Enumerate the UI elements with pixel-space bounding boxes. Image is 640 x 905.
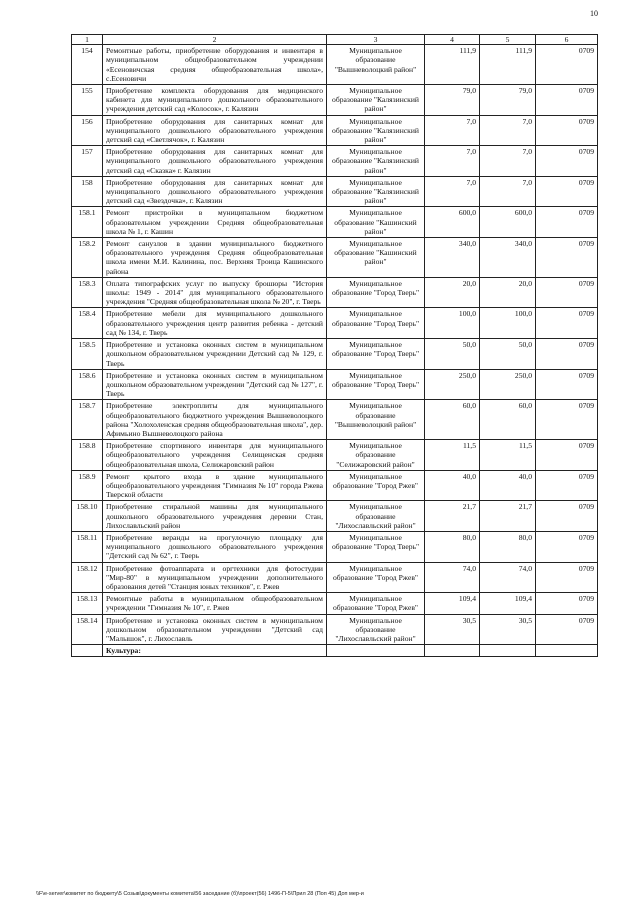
row-amount-col5: 79,0: [480, 85, 536, 116]
row-description: Приобретение и установка оконных систем в муниципальном дошкольном образовательном учреждении Детский сад № 129, г. Тверь: [103, 339, 327, 370]
row-number: 158.10: [72, 501, 103, 532]
table-row: [72, 176, 598, 207]
row-recipient: Муниципальное образование "Лихославльский район": [327, 501, 425, 532]
table-row: [72, 45, 598, 85]
row-number: 158.4: [72, 308, 103, 339]
row-number: 158.1: [72, 207, 103, 238]
table-row: [72, 238, 598, 278]
table-row: [72, 440, 598, 471]
row-amount-col4: 74,0: [425, 562, 480, 593]
table-row: [72, 339, 598, 370]
row-amount-col4: 21,7: [425, 501, 480, 532]
section-row: [72, 645, 598, 657]
row-amount-col4: 600,0: [425, 207, 480, 238]
section-empty-cell: [480, 645, 536, 657]
row-recipient: Муниципальное образование "Вышневолоцкий район": [327, 45, 425, 85]
row-recipient: Муниципальное образование "Город Тверь": [327, 369, 425, 400]
row-budget-code: 0709: [536, 277, 598, 308]
row-number: 154: [72, 45, 103, 85]
row-amount-col5: 111,9: [480, 45, 536, 85]
row-amount-col4: 50,0: [425, 339, 480, 370]
row-description: Ремонтные работы в муниципальном общеобразовательном учреждении "Гимназия № 10", г. Ржев: [103, 593, 327, 614]
row-amount-col4: 250,0: [425, 369, 480, 400]
row-number: 157: [72, 146, 103, 177]
row-description: Приобретение спортивного инвентаря для муниципального общеобразовательного учреждения Селищенская средняя общеобразовательная школа, Селижаровский район: [103, 440, 327, 471]
row-budget-code: 0709: [536, 531, 598, 562]
row-number: 158.12: [72, 562, 103, 593]
table-row: [72, 85, 598, 116]
section-empty-cell: [425, 645, 480, 657]
row-recipient: Муниципальное образование "Кашинский район": [327, 238, 425, 278]
header-col-4: 4: [425, 35, 480, 45]
row-description: Приобретение оборудования для санитарных комнат для муниципального дошкольного образовательного учреждения детский сад «Сказка» г. Калязин: [103, 146, 327, 177]
row-amount-col5: 11,5: [480, 440, 536, 471]
budget-table: [71, 34, 598, 657]
row-description: Приобретение оборудования для санитарных комнат для муниципального дошкольного образовательного учреждения детский сад «Светлячок», г. Калязин: [103, 115, 327, 146]
row-recipient: Муниципальное образование "Калязинский район": [327, 115, 425, 146]
row-recipient: Муниципальное образование "Вышневолоцкий район": [327, 400, 425, 440]
table-row: [72, 470, 598, 501]
row-recipient: Муниципальное образование "Селижаровский район": [327, 440, 425, 471]
row-amount-col4: 80,0: [425, 531, 480, 562]
row-amount-col5: 250,0: [480, 369, 536, 400]
row-budget-code: 0709: [536, 146, 598, 177]
row-amount-col5: 100,0: [480, 308, 536, 339]
row-recipient: Муниципальное образование "Калязинский район": [327, 85, 425, 116]
row-amount-col4: 20,0: [425, 277, 480, 308]
table-row: [72, 400, 598, 440]
row-description: Приобретение электроплиты для муниципального общеобразовательного бюджетного учреждения Вышневолоцкого района "Холохоленская средняя общеобразовательная школа", дер. Афимьино Вышневолоцкого района: [103, 400, 327, 440]
row-description: Приобретение и установка оконных систем в муниципальном дошкольном образовательном учреждении "Детский сад № 127", г. Тверь: [103, 369, 327, 400]
row-budget-code: 0709: [536, 207, 598, 238]
row-budget-code: 0709: [536, 440, 598, 471]
row-amount-col4: 60,0: [425, 400, 480, 440]
row-amount-col5: 30,5: [480, 614, 536, 645]
row-budget-code: 0709: [536, 470, 598, 501]
row-budget-code: 0709: [536, 176, 598, 207]
table-row: [72, 146, 598, 177]
row-number: 158.2: [72, 238, 103, 278]
row-description: Приобретение и установка оконных систем в муниципальном дошкольном образовательном учреждении "Детский сад "Малышок", г. Лихославль: [103, 614, 327, 645]
row-description: Ремонт пристройки в муниципальном бюджетном образовательном учреждении Средняя общеобразовательная школа № 1, г. Кашин: [103, 207, 327, 238]
table-row: [72, 115, 598, 146]
row-description: Приобретение стиральной машины для муниципального дошкольного образовательного учреждения деревни Стан, Лихославльский район: [103, 501, 327, 532]
table-row: [72, 501, 598, 532]
row-number: 158.6: [72, 369, 103, 400]
row-budget-code: 0709: [536, 593, 598, 614]
row-budget-code: 0709: [536, 339, 598, 370]
section-label: Культура:: [103, 645, 327, 657]
row-amount-col5: 21,7: [480, 501, 536, 532]
table-body: [72, 45, 598, 657]
row-amount-col4: 100,0: [425, 308, 480, 339]
row-amount-col4: 109,4: [425, 593, 480, 614]
row-amount-col5: 600,0: [480, 207, 536, 238]
row-amount-col4: 111,9: [425, 45, 480, 85]
row-amount-col5: 20,0: [480, 277, 536, 308]
row-recipient: Муниципальное образование "Город Ржев": [327, 470, 425, 501]
row-budget-code: 0709: [536, 369, 598, 400]
row-amount-col4: 30,5: [425, 614, 480, 645]
row-budget-code: 0709: [536, 85, 598, 116]
row-amount-col4: 7,0: [425, 146, 480, 177]
row-amount-col5: 80,0: [480, 531, 536, 562]
row-recipient: Муниципальное образование "Калязинский район": [327, 146, 425, 177]
row-amount-col5: 7,0: [480, 146, 536, 177]
row-amount-col5: 7,0: [480, 176, 536, 207]
row-budget-code: 0709: [536, 501, 598, 532]
row-amount-col5: 60,0: [480, 400, 536, 440]
table-row: [72, 593, 598, 614]
row-budget-code: 0709: [536, 115, 598, 146]
section-empty-cell: [72, 645, 103, 657]
row-amount-col4: 40,0: [425, 470, 480, 501]
row-recipient: Муниципальное образование "Город Тверь": [327, 308, 425, 339]
row-amount-col5: 40,0: [480, 470, 536, 501]
row-amount-col4: 79,0: [425, 85, 480, 116]
header-col-6: 6: [536, 35, 598, 45]
row-amount-col5: 50,0: [480, 339, 536, 370]
header-col-1: 1: [72, 35, 103, 45]
table-header-row: [72, 35, 598, 45]
row-number: 158.3: [72, 277, 103, 308]
header-col-3: 3: [327, 35, 425, 45]
row-description: Приобретение мебели для муниципального дошкольного образовательного учреждения центр развития ребенка - детский сад № 134, г. Тверь: [103, 308, 327, 339]
row-description: Приобретение веранды на прогулочную площадку для муниципального дошкольного образовательного учреждения "Детский сад № 62", г. Тверь: [103, 531, 327, 562]
footer-file-path: \\F\e-server\комитет по бюджету\5 Созыв\документы комитета\56 заседание (б)\проект(56) 1496-П-5\Прил 28 (Поп 45) Доп мер-и: [36, 891, 364, 897]
row-budget-code: 0709: [536, 308, 598, 339]
table-row: [72, 308, 598, 339]
row-number: 158: [72, 176, 103, 207]
row-number: 155: [72, 85, 103, 116]
row-budget-code: 0709: [536, 562, 598, 593]
row-description: Ремонтные работы, приобретение оборудования и инвентаря в муниципальном общеобразовательном учреждении «Есеновичская средняя общеобразовательная школа», с.Есеновичи: [103, 45, 327, 85]
row-description: Оплата типографских услуг по выпуску брошюры "История школы: 1949 - 2014" для муниципального образовательного учреждения "Средняя общеобразовательная школа № 20", г. Тверь: [103, 277, 327, 308]
row-amount-col5: 74,0: [480, 562, 536, 593]
row-description: Ремонт крытого входа в здание муниципального общеобразовательного учреждения "Гимназия № 10" города Ржева Тверской области: [103, 470, 327, 501]
row-amount-col4: 340,0: [425, 238, 480, 278]
header-col-2: 2: [103, 35, 327, 45]
table-row: [72, 562, 598, 593]
section-empty-cell: [327, 645, 425, 657]
row-recipient: Муниципальное образование "Город Ржев": [327, 562, 425, 593]
header-col-5: 5: [480, 35, 536, 45]
row-description: Ремонт санузлов в здании муниципального бюджетного образовательного учреждения Средняя общеобразовательная школа имени М.И. Калинина, пос. Верхняя Троица Кашинского района: [103, 238, 327, 278]
table-row: [72, 531, 598, 562]
row-number: 158.14: [72, 614, 103, 645]
row-number: 158.8: [72, 440, 103, 471]
row-recipient: Муниципальное образование "Город Тверь": [327, 531, 425, 562]
row-description: Приобретение комплекта оборудования для медицинского кабинета для муниципального дошкольного образовательного учреждения детский сад «Колосок», г. Калязин: [103, 85, 327, 116]
row-number: 156: [72, 115, 103, 146]
row-recipient: Муниципальное образование "Калязинский район": [327, 176, 425, 207]
row-budget-code: 0709: [536, 400, 598, 440]
row-recipient: Муниципальное образование "Город Ржев": [327, 593, 425, 614]
row-budget-code: 0709: [536, 614, 598, 645]
row-budget-code: 0709: [536, 45, 598, 85]
table-row: [72, 277, 598, 308]
row-description: Приобретение фотоаппарата и оргтехники для фотостудии "Мир-80" в муниципальном учреждении дополнительного образования детей "Станция юных техников", г. Ржев: [103, 562, 327, 593]
row-amount-col5: 7,0: [480, 115, 536, 146]
table-row: [72, 207, 598, 238]
row-number: 158.5: [72, 339, 103, 370]
row-recipient: Муниципальное образование "Лихославльский район": [327, 614, 425, 645]
row-number: 158.13: [72, 593, 103, 614]
row-recipient: Муниципальное образование "Кашинский район": [327, 207, 425, 238]
row-amount-col5: 109,4: [480, 593, 536, 614]
table-row: [72, 369, 598, 400]
table-row: [72, 614, 598, 645]
row-amount-col5: 340,0: [480, 238, 536, 278]
row-number: 158.11: [72, 531, 103, 562]
row-number: 158.7: [72, 400, 103, 440]
row-recipient: Муниципальное образование "Город Тверь": [327, 277, 425, 308]
row-number: 158.9: [72, 470, 103, 501]
section-empty-cell: [536, 645, 598, 657]
row-recipient: Муниципальное образование "Город Тверь": [327, 339, 425, 370]
row-description: Приобретение оборудования для санитарных комнат для муниципального дошкольного образовательного учреждения детский сад «Звездочка», г. Калязин: [103, 176, 327, 207]
row-amount-col4: 7,0: [425, 115, 480, 146]
row-amount-col4: 11,5: [425, 440, 480, 471]
row-amount-col4: 7,0: [425, 176, 480, 207]
page-number: 10: [590, 9, 598, 18]
row-budget-code: 0709: [536, 238, 598, 278]
